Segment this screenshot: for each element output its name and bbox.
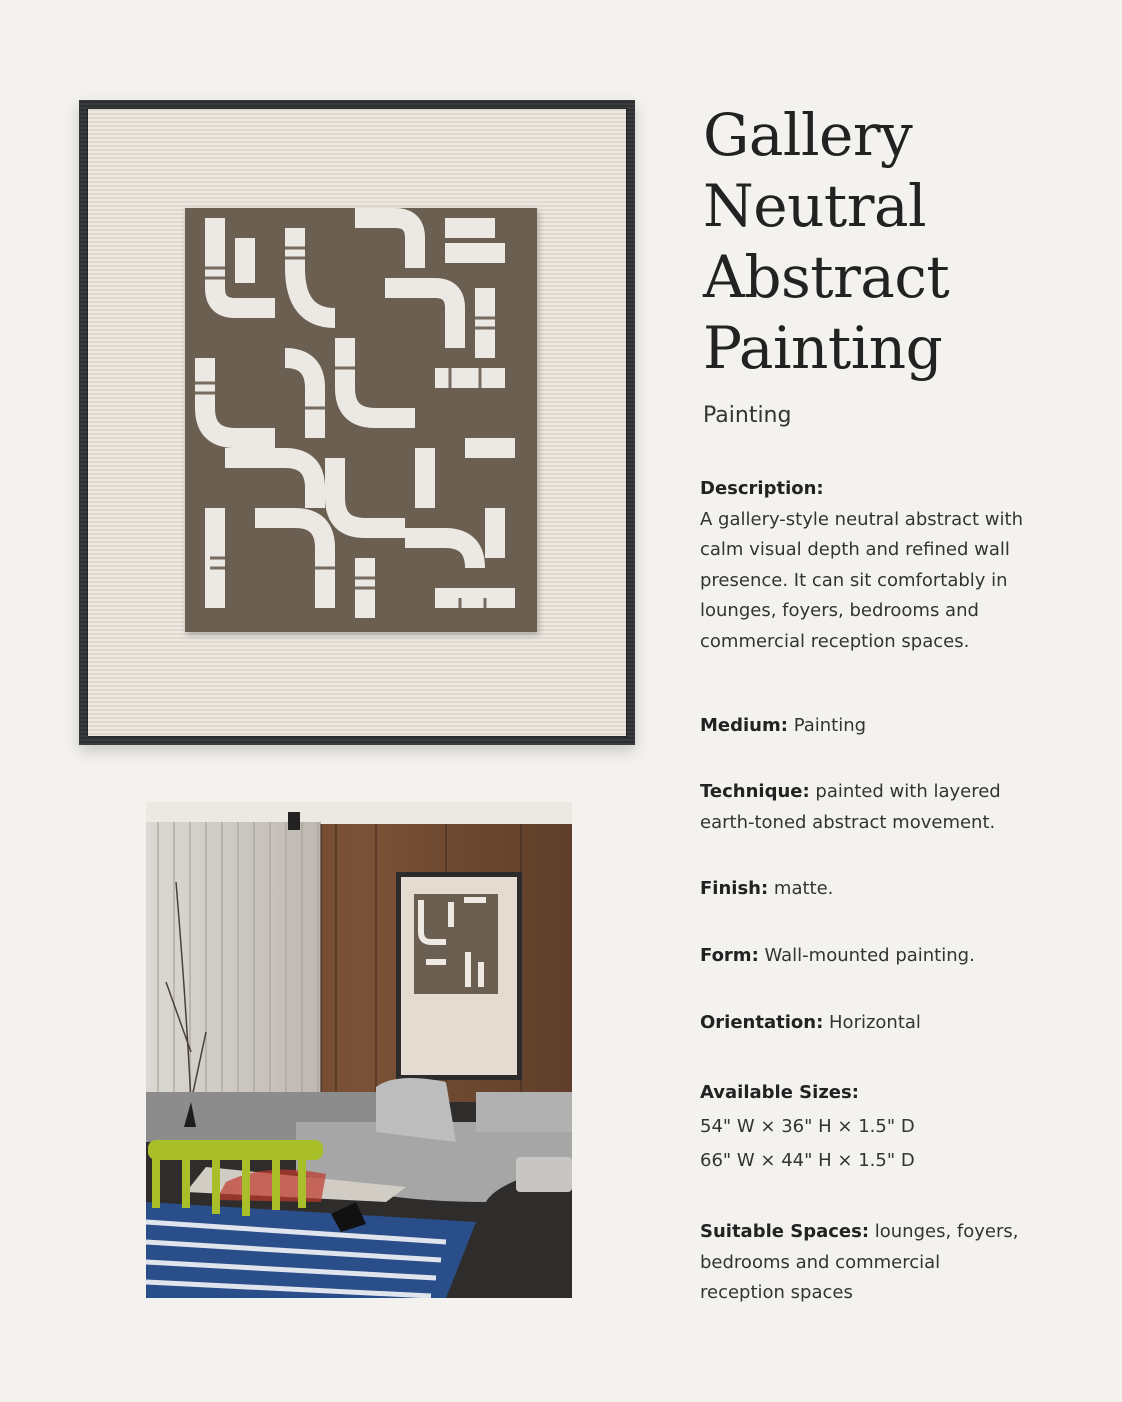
product-title-line: Abstract (703, 243, 950, 311)
product-title-line: Painting (703, 314, 943, 382)
finish-label: Finish: (700, 878, 769, 899)
form-row (700, 941, 1060, 972)
size-option: 54" W × 36" H × 1.5" D (700, 1116, 915, 1137)
orientation-label: Orientation: (700, 1012, 824, 1033)
technique-label: Technique: (700, 781, 810, 802)
medium-row (700, 711, 1060, 742)
technique-row (700, 777, 1060, 838)
product-title (703, 100, 949, 384)
room-interior-photo (146, 802, 572, 1298)
form-label: Form: (700, 945, 759, 966)
description-label: Description: (700, 478, 824, 499)
description-section (700, 474, 1060, 657)
abstract-painting-canvas (185, 208, 537, 632)
framed-artwork-image (79, 100, 635, 745)
finish-row (700, 874, 1060, 905)
spaces-label: Suitable Spaces: (700, 1221, 870, 1242)
medium-label: Medium: (700, 715, 788, 736)
description-text: A gallery-style neutral abstract with calm visual depth and refined wall presence. It can sit comfortably in lounges, foyers, bedrooms and commercial reception spaces. (700, 508, 1023, 652)
sizes-section (700, 1076, 1060, 1178)
product-category: Painting (703, 403, 792, 428)
form-value: Wall-mounted painting. (764, 945, 975, 966)
medium-value: Painting (793, 715, 867, 736)
product-title-line: Gallery (703, 101, 913, 169)
spaces-row (700, 1217, 1030, 1309)
finish-value: matte. (773, 878, 834, 899)
spaces-value: lounges, foyers, bedrooms and commercial reception spaces (700, 1221, 1019, 1303)
technique-value: painted with layered earth-toned abstract movement. (700, 781, 1001, 833)
orientation-value: Horizontal (829, 1012, 921, 1033)
product-title-line: Neutral (703, 172, 927, 240)
orientation-row (700, 1008, 1060, 1039)
sizes-label: Available Sizes: (700, 1082, 859, 1103)
size-option: 66" W × 44" H × 1.5" D (700, 1150, 915, 1171)
